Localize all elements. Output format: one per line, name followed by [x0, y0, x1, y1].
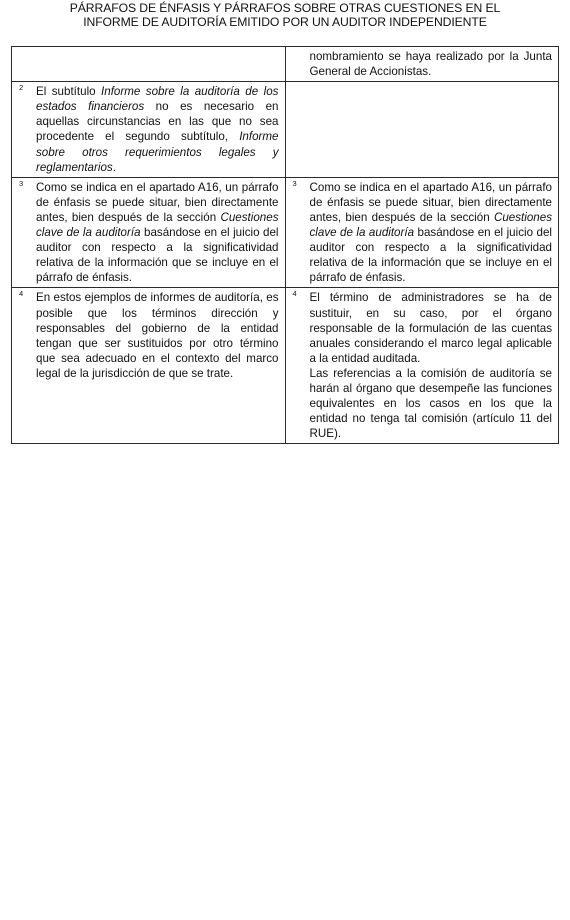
text-run: Las referencias a la comisión de auditoría se harán al órgano que desempeñe las funciones equivalentes en los casos en los que la entidad no tenga tal comisión (artículo 11 del RUE).	[309, 366, 552, 441]
footnote-paragraph	[310, 49, 553, 79]
left-column-cell	[12, 177, 286, 288]
text-run: El término de administradores se ha de sustituir, en su caso, por el órgano responsable de la formulación de las cuentas anuales considerando el marco legal aplicable a la entidad auditada.	[309, 291, 552, 365]
cell-content	[286, 47, 559, 81]
footnotes-comparison-table	[11, 46, 559, 444]
cell-content	[12, 82, 285, 177]
right-column-cell	[285, 47, 559, 82]
cell-content	[286, 82, 559, 101]
left-column-cell	[12, 82, 286, 178]
right-column-cell	[285, 288, 559, 444]
cell-content	[12, 47, 285, 66]
text-run: basándose en el juicio del auditor con respecto a la significatividad relativa de la información que se incluye en el párrafo de énfasis.	[309, 226, 552, 285]
text-run: Como se indica en el apartado A16, un párrafo de énfasis se puede situar, bien directamente antes, bien después de la sección	[36, 180, 279, 224]
cell-content	[286, 288, 559, 443]
cell-content	[12, 178, 285, 288]
footnote-paragraph	[310, 366, 553, 441]
footnote-paragraph	[36, 290, 279, 381]
table-row	[12, 82, 559, 178]
footnote-paragraph	[36, 84, 279, 175]
footnote-paragraph	[36, 180, 279, 286]
header-title-line-2: INFORME DE AUDITORÍA EMITIDO POR UN AUDITOR INDEPENDIENTE	[83, 14, 487, 29]
cell-content	[12, 288, 285, 383]
page-header	[0, 2, 570, 29]
italic-text: Cuestiones clave de la auditoría	[309, 210, 552, 240]
right-column-cell	[285, 82, 559, 178]
footnote-paragraph	[310, 290, 553, 365]
italic-text: Cuestiones clave de la auditoría	[36, 210, 279, 240]
text-run: El subtítulo	[36, 85, 102, 99]
text-run: basándose en el juicio del auditor con respecto a la significatividad relativa de la información que se incluye en el párrafo de énfasis.	[36, 226, 279, 285]
left-column-cell	[12, 288, 286, 444]
text-run: Como se indica en el apartado A16, un párrafo de énfasis se puede situar, bien directamente antes, bien después de la sección	[309, 180, 552, 224]
right-column-cell	[285, 177, 559, 288]
footnote-paragraph	[310, 180, 553, 286]
table-row	[12, 47, 559, 82]
footnote-number: 3	[292, 178, 297, 188]
italic-text: Informe sobre otros requerimientos legales y reglamentarios	[36, 130, 279, 174]
text-run: .	[112, 160, 116, 174]
cell-content	[286, 178, 559, 288]
italic-text: Informe sobre la auditoría de los estados financieros	[36, 85, 279, 114]
text-run: En estos ejemplos de informes de auditoría, es posible que los términos dirección y responsables del gobierno de la entidad tengan que ser sustituidos por otro término que sea adecuado en el contexto del marco legal de la jurisdicción de que se trate.	[36, 291, 279, 380]
header-title-line-1: PÁRRAFOS DE ÉNFASIS Y PÁRRAFOS SOBRE OTRAS CUESTIONES EN EL	[69, 1, 501, 15]
table-body	[12, 47, 559, 444]
table-row	[12, 288, 559, 444]
footnote-number: 4	[292, 289, 297, 299]
footnote-number: 4	[19, 289, 24, 299]
text-run: nombramiento se haya realizado por la Junta General de Accionistas.	[309, 50, 552, 79]
left-column-cell	[12, 47, 286, 82]
footnote-number: 2	[19, 83, 24, 93]
footnote-number: 3	[19, 178, 24, 188]
text-run: no es necesario en aquellas circunstancias en las que no sea procedente el segundo subtítulo,	[36, 100, 279, 144]
table-row	[12, 177, 559, 288]
